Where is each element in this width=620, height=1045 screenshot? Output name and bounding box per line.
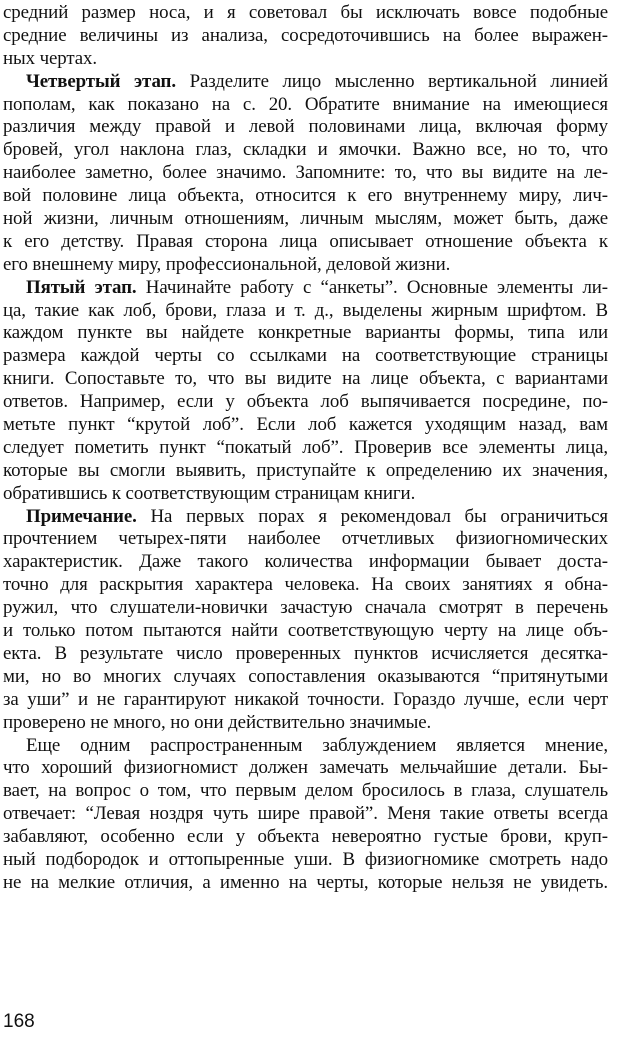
- text-line: ответов. Например, если у объекта лоб выпячивается посредине, по-: [3, 391, 608, 413]
- text-line: Четвертый этап. Разделите лицо мысленно вертикальной линией: [26, 70, 608, 92]
- text-line: к его детству. Правая сторона лица описывает отношение объекта к: [3, 230, 608, 252]
- text-line: Еще одним распространенным заблуждением является мнение,: [26, 734, 608, 756]
- text-line: размера каждой черты со ссылками на соответствующие страницы: [3, 345, 608, 367]
- text-line: точно для раскрытия характера человека. На своих занятиях я обна-: [3, 574, 608, 596]
- text-line: вает, на вопрос о том, что первым делом бросилось в глаза, слушатель: [3, 780, 608, 802]
- text-line: его внешнему миру, профессиональной, деловой жизни.: [3, 253, 451, 275]
- text-line: забавляют, особенно если у объекта невероятно густые брови, круп-: [3, 826, 608, 848]
- text-line: ца, такие как лоб, брови, глаза и т. д., выделены жирным шрифтом. В: [3, 299, 608, 321]
- text-line: средние величины из анализа, сосредоточившись на более выражен-: [3, 24, 608, 46]
- paragraph-lead: Четвертый этап.: [26, 70, 176, 92]
- text-line: что хороший физиогномист должен замечать мельчайшие детали. Бы-: [3, 757, 608, 779]
- text-line: Пятый этап. Начинайте работу с “анкеты”. Основные элементы ли-: [26, 276, 608, 298]
- text-line: не на мелкие отличия, а именно на черты, которые нельзя не увидеть.: [3, 871, 608, 893]
- text-line: проверено не много, но они действительно значимые.: [3, 711, 432, 733]
- body-text: [3, 2, 608, 895]
- paragraph-lead: Примечание.: [26, 505, 137, 527]
- text-line: вой половине лица объекта, относится к его внутреннему миру, лич-: [3, 185, 608, 207]
- text-line: наиболее заметно, более значимо. Запомните: то, что вы видите на ле-: [3, 162, 608, 184]
- text-line: отвечает: “Левая ноздря чуть шире правой”. Меня такие ответы всегда: [3, 803, 608, 825]
- page-number: 168: [3, 1011, 35, 1032]
- text-line: которые вы смогли выявить, приступайте к определению их значения,: [3, 459, 608, 481]
- paragraph-continuation: [3, 2, 608, 71]
- text-line: средний размер носа, и я советовал бы исключать вовсе подобные: [3, 2, 608, 23]
- text-line: екта. В результате число проверенных пунктов исчисляется десятка-: [3, 642, 608, 664]
- text-line: различия между правой и левой половинами лица, включая форму: [3, 116, 608, 138]
- text-line: ми, но во многих случаях сопоставления оказываются “притянутыми: [3, 665, 608, 687]
- text-line: метьте пункт “крутой лоб”. Если лоб кажется уходящим назад, вам: [3, 414, 608, 436]
- text-line: каждом пункте вы найдете конкретные варианты формы, типа или: [3, 322, 608, 344]
- paragraph-note: [3, 506, 608, 735]
- text-line: обратившись к соответствующим страницам книги.: [3, 482, 416, 504]
- text-line: книги. Сопоставьте то, что вы видите на лице объекта, с вариантами: [3, 368, 608, 390]
- text-line: ной жизни, личным отношениям, личным мыслям, может быть, даже: [3, 208, 608, 230]
- paragraph-stage-five: [3, 277, 608, 506]
- paragraph-lead: Пятый этап.: [26, 276, 137, 298]
- paragraph-misconception: [3, 735, 608, 895]
- text-line: пополам, как показано на с. 20. Обратите внимание на имеющиеся: [3, 93, 608, 115]
- paragraph-stage-four: [3, 71, 608, 277]
- text-line: характеристик. Даже такого количества информации бывает доста-: [3, 551, 608, 573]
- text-line: и только потом пытаются найти соответствующую черту на лице объ-: [3, 620, 608, 642]
- text-line: прочтением четырех-пяти наиболее отчетливых физиогномических: [3, 528, 608, 550]
- text-line: ружил, что слушатели-новички зачастую сначала смотрят в перечень: [3, 597, 608, 619]
- text-line: бровей, угол наклона глаз, складки и ямочки. Важно все, но то, что: [3, 139, 608, 161]
- text-line: ных чертах.: [3, 47, 97, 69]
- text-line: Примечание. На первых порах я рекомендовал бы ограничиться: [26, 505, 608, 527]
- text-line: за уши” и не гарантируют никакой точности. Гораздо лучше, если черт: [3, 688, 608, 710]
- text-line: ный подбородок и оттопыренные уши. В физиогномике смотреть надо: [3, 848, 608, 870]
- text-line: следует пометить пункт “покатый лоб”. Проверив все элементы лица,: [3, 436, 608, 458]
